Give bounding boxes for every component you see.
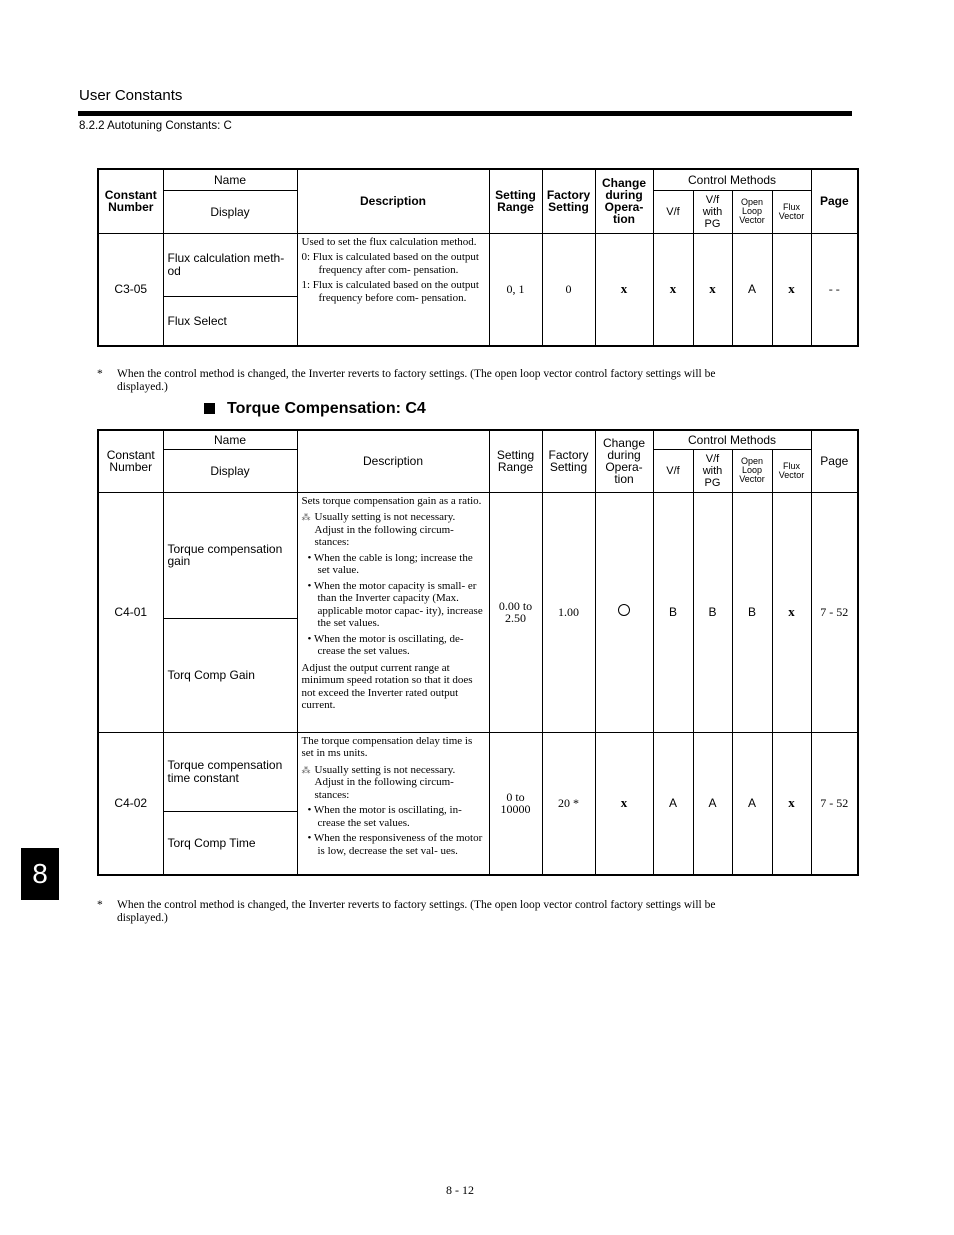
flux-vector-value: x xyxy=(772,233,811,346)
constant-number: C4-01 xyxy=(98,492,163,732)
col-vf-pg: V/f with PG xyxy=(693,449,732,492)
col-control-methods: Control Methods xyxy=(653,169,811,190)
col-vf: V/f xyxy=(653,190,693,233)
constant-display: Torq Comp Time xyxy=(163,811,297,875)
section-heading-text: Torque Compensation: C4 xyxy=(227,400,426,417)
note-star-icon: ⁂ xyxy=(301,512,311,522)
description-note: Usually setting is not necessary. Adjust in the following circum- stances: xyxy=(314,763,456,801)
flux-vector-value: x xyxy=(772,732,811,875)
open-loop-vector-value: A xyxy=(732,233,772,346)
col-name: Name xyxy=(163,430,297,449)
col-flux-vector: Flux Vector xyxy=(772,449,811,492)
footnote-text: When the control method is changed, the Inverter reverts to factory settings. (The open loop vector control factory settings will be displayed.) xyxy=(117,368,716,393)
col-description: Description xyxy=(297,430,489,492)
constant-name: Flux calculation meth- od xyxy=(163,233,297,296)
setting-range: 0, 1 xyxy=(489,233,542,346)
factory-setting: 1.00 xyxy=(542,492,595,732)
constant-display: Torq Comp Gain xyxy=(163,618,297,732)
col-vf: V/f xyxy=(653,449,693,492)
col-description: Description xyxy=(297,169,489,233)
footnote-mark: * xyxy=(97,899,103,911)
constant-number: C3-05 xyxy=(98,233,163,346)
torque-compensation-table xyxy=(97,429,859,876)
constant-description xyxy=(297,732,489,875)
setting-range: 0 to 10000 xyxy=(489,732,542,875)
constant-display: Flux Select xyxy=(163,296,297,346)
col-control-methods: Control Methods xyxy=(653,430,811,449)
page-reference: 7 - 52 xyxy=(811,732,858,875)
description-intro: The torque compensation delay time is set in ms units. xyxy=(301,734,473,759)
col-vf-pg: V/f with PG xyxy=(693,190,732,233)
col-setting-range: Setting Range xyxy=(489,430,542,492)
factory-setting: 20 * xyxy=(542,732,595,875)
description-option-0: 0: Flux is calculated based on the output frequency after com- pensation. xyxy=(301,251,479,276)
setting-range: 0.00 to 2.50 xyxy=(489,492,542,732)
change-during-operation-value: x xyxy=(595,233,653,346)
col-open-loop-vector: Open Loop Vector xyxy=(732,449,772,492)
footnote-mark: * xyxy=(97,368,103,380)
vf-value: B xyxy=(653,492,693,732)
description-note: Usually setting is not necessary. Adjust in the following circum- stances: xyxy=(314,511,456,548)
list-item: • When the motor capacity is small- er than the Inverter capacity (Max. applicable motor capac- ity), increase the set values. xyxy=(307,579,483,629)
page-reference: - - xyxy=(811,233,858,346)
change-during-operation-value: x xyxy=(595,732,653,875)
page-reference: 7 - 52 xyxy=(811,492,858,732)
col-page: Page xyxy=(811,169,858,233)
col-page: Page xyxy=(811,430,858,492)
col-display: Display xyxy=(163,449,297,492)
vf-pg-value: x xyxy=(693,233,732,346)
open-loop-vector-value: B xyxy=(732,492,772,732)
chapter-tab: 8 xyxy=(21,848,59,900)
constant-number: C4-02 xyxy=(98,732,163,875)
section-heading xyxy=(204,400,426,418)
col-factory-setting: Factory Setting xyxy=(542,169,595,233)
circle-icon xyxy=(618,604,630,616)
list-item: • When the responsiveness of the motor is low, decrease the set val- ues. xyxy=(307,832,483,857)
open-loop-vector-value: A xyxy=(732,732,772,875)
col-constant-number: Constant Number xyxy=(98,169,163,233)
vf-value: A xyxy=(653,732,693,875)
list-item: • When the cable is long; increase the set value. xyxy=(307,551,473,576)
factory-setting: 0 xyxy=(542,233,595,346)
description-intro: Used to set the flux calculation method. xyxy=(301,235,477,248)
description-option-1: 1: Flux is calculated based on the output frequency before com- pensation. xyxy=(301,279,479,304)
description-bullets xyxy=(302,552,485,658)
col-display: Display xyxy=(163,190,297,233)
vf-pg-value: A xyxy=(693,732,732,875)
section-bullet-square xyxy=(204,403,215,414)
description-bullets xyxy=(302,804,485,857)
list-item: • When the motor is oscillating, in- crease the set values. xyxy=(307,804,462,829)
list-item: • When the motor is oscillating, de- crease the set values. xyxy=(307,632,464,657)
note-star-icon: ⁂ xyxy=(301,764,311,775)
col-change-during-operation: Change during Opera- tion xyxy=(595,169,653,233)
col-constant-number: Constant Number xyxy=(98,430,163,492)
page-number: 8 - 12 xyxy=(446,1183,474,1197)
vf-value: x xyxy=(653,233,693,346)
subsection-title: 8.2.2 Autotuning Constants: C xyxy=(79,120,232,132)
vf-pg-value: B xyxy=(693,492,732,732)
change-during-operation-value xyxy=(595,492,653,732)
col-open-loop-vector: Open Loop Vector xyxy=(732,190,772,233)
col-change-during-operation: Change during Opera- tion xyxy=(595,430,653,492)
autotuning-table-c3 xyxy=(97,168,859,347)
flux-vector-value: x xyxy=(772,492,811,732)
page-header-title: User Constants xyxy=(79,87,183,104)
footnote-text: When the control method is changed, the Inverter reverts to factory settings. (The open loop vector control factory settings will be displayed.) xyxy=(117,899,716,924)
description-intro: Sets torque compensation gain as a ratio. xyxy=(301,494,482,507)
col-name: Name xyxy=(163,169,297,190)
constant-name: Torque compensation time constant xyxy=(163,732,297,811)
constant-name: Torque compensation gain xyxy=(163,492,297,618)
constant-description xyxy=(297,492,489,732)
description-tail: Adjust the output current range at minimum speed rotation so that it does not exceed the Inverter rated output current. xyxy=(301,661,473,711)
col-flux-vector: Flux Vector xyxy=(772,190,811,233)
constant-description xyxy=(297,233,489,346)
header-rule xyxy=(78,111,852,116)
col-factory-setting: Factory Setting xyxy=(542,430,595,492)
col-setting-range: Setting Range xyxy=(489,169,542,233)
